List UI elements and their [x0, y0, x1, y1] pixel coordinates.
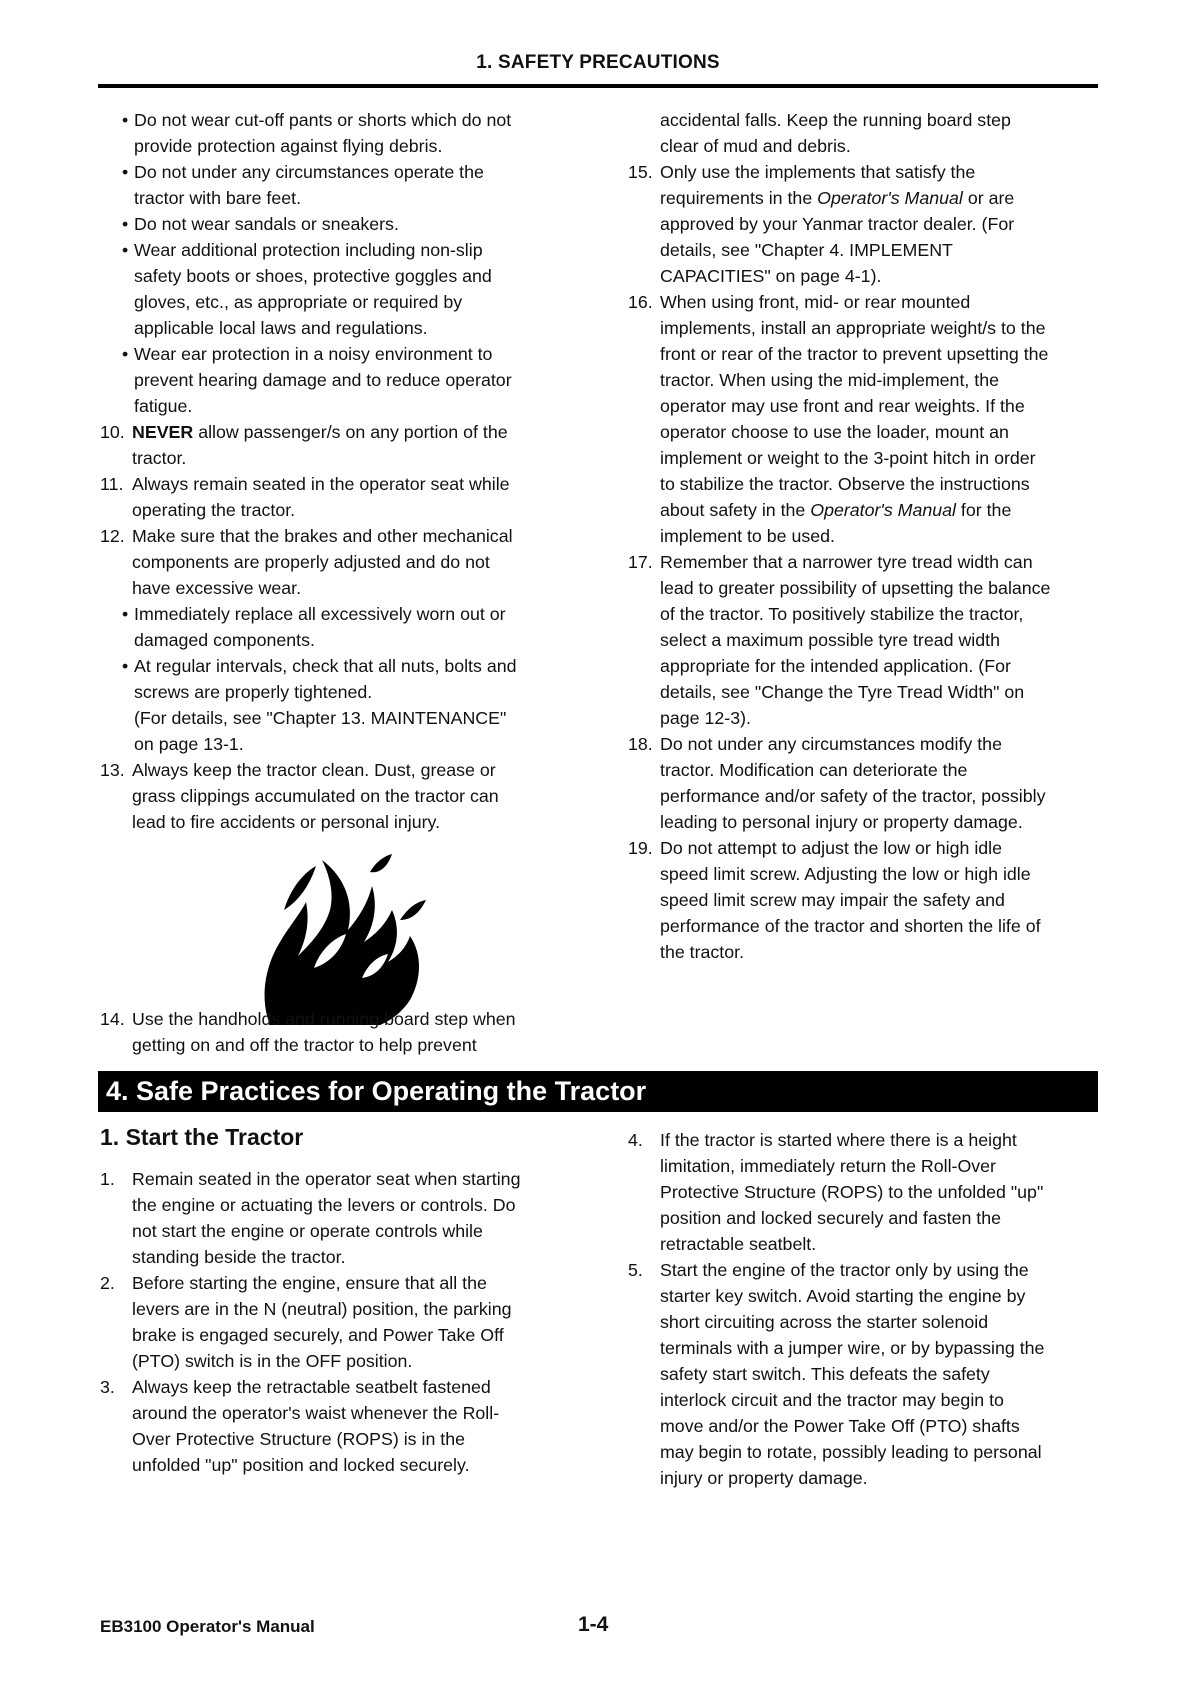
text-line: speed limit screw may impair the safety and: [660, 890, 1005, 910]
text-line: performance and/or safety of the tractor, possibly: [660, 786, 1046, 806]
bullet-item: [100, 159, 580, 211]
item-text: tractor.: [132, 448, 187, 468]
start-steps-left: [100, 1166, 580, 1478]
text-line: Do not wear cut-off pants or shorts which do not: [134, 110, 512, 130]
text-line: clear of mud and debris.: [660, 136, 851, 156]
item-text: allow passenger/s on any portion of the: [193, 422, 508, 442]
bullet-list-maintenance: [100, 601, 580, 705]
text-line: Do not under any circumstances operate the: [134, 162, 484, 182]
item-number: 13.: [100, 760, 125, 780]
bullet-icon: •: [122, 604, 129, 624]
item-text: [100, 1006, 580, 1058]
text-line: Before starting the engine, ensure that all the: [132, 1273, 487, 1293]
text-line: Do not attempt to adjust the low or high idle: [660, 838, 1002, 858]
item-number: 19.: [628, 838, 653, 858]
text-line: leading to personal injury or property damage.: [660, 812, 1023, 832]
text-line: prevent hearing damage and to reduce operator: [134, 370, 512, 390]
text-line: Remain seated in the operator seat when starting: [132, 1169, 521, 1189]
text-line: unfolded "up" position and locked securely.: [132, 1455, 470, 1475]
text-line: of the tractor. To positively stabilize the tractor,: [660, 604, 1024, 624]
item-text: [100, 1166, 580, 1270]
item-text: [100, 471, 580, 523]
item-text: Only use the implements that satisfy the: [660, 162, 976, 182]
item-text: [100, 757, 580, 835]
item-text: [628, 835, 1098, 965]
item-text: approved by your Yanmar tractor dealer. (For: [660, 214, 1015, 234]
item-text: [628, 1127, 1098, 1257]
text-line: (For details, see "Chapter 13. MAINTENANCE": [134, 708, 507, 728]
header-rule: [98, 84, 1098, 88]
start-steps-right: [628, 1127, 1098, 1491]
item-14-continuation: [628, 107, 1098, 159]
bullet-icon: •: [122, 344, 129, 364]
list-item: [100, 1374, 580, 1478]
text-line: Always keep the tractor clean. Dust, grease or: [132, 760, 496, 780]
item-text: implement to be used.: [660, 526, 835, 546]
text-line: When using front, mid- or rear mounted: [660, 292, 971, 312]
text-line: applicable local laws and regulations.: [134, 318, 428, 338]
text-line: grass clippings accumulated on the tractor can: [132, 786, 499, 806]
list-item: [100, 1166, 580, 1270]
manual-reference: Operator's Manual: [817, 188, 963, 208]
item-number: 4.: [628, 1130, 643, 1150]
text-line: not start the engine or operate controls while: [132, 1221, 483, 1241]
text-line: components are properly adjusted and do not: [132, 552, 490, 572]
item-number: 16.: [628, 292, 653, 312]
text-line: front or rear of the tractor to prevent upsetting the: [660, 344, 1049, 364]
left-column-top: [100, 107, 580, 835]
item-number: 12.: [100, 526, 125, 546]
text-line: safety boots or shoes, protective goggles and: [134, 266, 492, 286]
text-line: short circuiting across the starter solenoid: [660, 1312, 989, 1332]
bullet-item: [100, 211, 580, 237]
text-line: Protective Structure (ROPS) to the unfolded "up": [660, 1182, 1044, 1202]
list-item-18: [628, 731, 1098, 835]
text-line: implements, install an appropriate weight/s to the: [660, 318, 1046, 338]
text-line: screws are properly tightened.: [134, 682, 373, 702]
item-text: [100, 1374, 580, 1478]
text-line: tractor. Modification can deteriorate the: [660, 760, 968, 780]
text-line: limitation, immediately return the Roll-Over: [660, 1156, 996, 1176]
bullet-icon: •: [122, 240, 129, 260]
text-line: Make sure that the brakes and other mechanical: [132, 526, 513, 546]
text-line: page 12-3).: [660, 708, 751, 728]
list-item-10: [100, 419, 580, 471]
text-line: getting on and off the tractor to help prevent: [132, 1035, 477, 1055]
text-line: speed limit screw. Adjusting the low or high idle: [660, 864, 1031, 884]
text-line: At regular intervals, check that all nuts, bolts and: [134, 656, 517, 676]
fire-hazard-illustration: [250, 850, 460, 1030]
list-item-15: [628, 159, 1098, 289]
item-number: 11.: [100, 474, 124, 494]
text-line: safety start switch. This defeats the safety: [660, 1364, 990, 1384]
item-text: [100, 523, 580, 601]
text-line: If the tractor is started where there is a height: [660, 1130, 1017, 1150]
item-text: requirements in the: [660, 188, 818, 208]
item-text: details, see "Chapter 4. IMPLEMENT: [660, 240, 953, 260]
bullet-item: [100, 107, 580, 159]
page-header-title: 1. SAFETY PRECAUTIONS: [476, 52, 720, 73]
text-line: may begin to rotate, possibly leading to personal: [660, 1442, 1042, 1462]
text-line: provide protection against flying debris.: [134, 136, 443, 156]
item-text: [628, 1257, 1098, 1491]
bullet-item: [100, 237, 580, 341]
list-item-12: [100, 523, 580, 601]
text-line: starter key switch. Avoid starting the engine by: [660, 1286, 1026, 1306]
item-number: 1.: [100, 1169, 115, 1189]
list-item-16: [628, 289, 1098, 549]
item-text: [100, 1270, 580, 1374]
item-text: for the: [955, 500, 1012, 520]
item-number: 14.: [100, 1009, 125, 1029]
text-line: around the operator's waist whenever the Roll-: [132, 1403, 500, 1423]
footer-manual-name: EB3100 Operator's Manual: [100, 1617, 315, 1636]
text-line: gloves, etc., as appropriate or required by: [134, 292, 463, 312]
text-line: Over Protective Structure (ROPS) is in the: [132, 1429, 466, 1449]
text-line: lead to greater possibility of upsetting the balance: [660, 578, 1051, 598]
text-line: lead to fire accidents or personal injury.: [132, 812, 441, 832]
text-line: have excessive wear.: [132, 578, 302, 598]
bullet-item: [100, 341, 580, 419]
emphasis-never: NEVER: [132, 422, 194, 442]
text-line: Wear ear protection in a noisy environment to: [134, 344, 493, 364]
right-column-top: [628, 107, 1098, 965]
subsection-title: 1. Start the Tractor: [100, 1124, 304, 1150]
list-item-14: [100, 1006, 580, 1058]
text-line: the tractor.: [660, 942, 745, 962]
text-line: brake is engaged securely, and Power Take Off: [132, 1325, 504, 1345]
bullet-list-attire: [100, 107, 580, 419]
text-line: operator may use front and rear weights. If the: [660, 396, 1025, 416]
text-line: implement or weight to the 3-point hitch in order: [660, 448, 1036, 468]
text-line: on page 13-1.: [134, 734, 244, 754]
item-text: about safety in the: [660, 500, 811, 520]
text-line: damaged components.: [134, 630, 315, 650]
text-line: retractable seatbelt.: [660, 1234, 817, 1254]
list-item-13: [100, 757, 580, 835]
list-item: [100, 1270, 580, 1374]
text-line: position and locked securely and fasten the: [660, 1208, 1002, 1228]
bullet-text: [100, 237, 580, 341]
text-line: operator choose to use the loader, mount an: [660, 422, 1009, 442]
item-text-block: [660, 289, 1098, 497]
text-line: interlock circuit and the tractor may begin to: [660, 1390, 1004, 1410]
text-line: Do not wear sandals or sneakers.: [134, 214, 399, 234]
list-item-19: [628, 835, 1098, 965]
item-text: [628, 731, 1098, 835]
text-line: Immediately replace all excessively worn out or: [134, 604, 506, 624]
item-text: [628, 549, 1098, 731]
bullet-icon: •: [122, 656, 129, 676]
text-line: tractor with bare feet.: [134, 188, 302, 208]
bullet-item: [100, 653, 580, 705]
bullet-text: [100, 601, 580, 653]
text-line: move and/or the Power Take Off (PTO) shafts: [660, 1416, 1020, 1436]
maintenance-reference-note: [100, 705, 580, 757]
text-line: select a maximum possible tyre tread width: [660, 630, 1000, 650]
text-line: injury or property damage.: [660, 1468, 868, 1488]
bullet-icon: •: [122, 214, 129, 234]
text-line: levers are in the N (neutral) position, the parking: [132, 1299, 512, 1319]
text-line: Always remain seated in the operator seat while: [132, 474, 510, 494]
item-number: 3.: [100, 1377, 115, 1397]
item-number: 2.: [100, 1273, 115, 1293]
bullet-text: [100, 341, 580, 419]
text-line: Start the engine of the tractor only by using the: [660, 1260, 1029, 1280]
list-item: [628, 1127, 1098, 1257]
text-line: operating the tractor.: [132, 500, 296, 520]
item-text: CAPACITIES" on page 4-1).: [660, 266, 882, 286]
list-item-17: [628, 549, 1098, 731]
item-number: 18.: [628, 734, 653, 754]
text-line: to stabilize the tractor. Observe the instructions: [660, 474, 1030, 494]
text-line: terminals with a jumper wire, or by bypassing the: [660, 1338, 1045, 1358]
text-line: standing beside the tractor.: [132, 1247, 346, 1267]
section-title: 4. Safe Practices for Operating the Tractor: [106, 1076, 647, 1106]
item-number: 10.: [100, 422, 125, 442]
text-line: appropriate for the intended application. (For: [660, 656, 1011, 676]
manual-reference: Operator's Manual: [810, 500, 956, 520]
item-number: 5.: [628, 1260, 643, 1280]
bullet-item: [100, 601, 580, 653]
text-line: tractor. When using the mid-implement, the: [660, 370, 999, 390]
list-item: [628, 1257, 1098, 1491]
bullet-text: [100, 107, 580, 159]
bullet-icon: •: [122, 162, 129, 182]
text-line: Do not under any circumstances modify the: [660, 734, 1002, 754]
text-line: the engine or actuating the levers or controls. Do: [132, 1195, 516, 1215]
list-item-11: [100, 471, 580, 523]
bullet-text: [100, 159, 580, 211]
text-line: Always keep the retractable seatbelt fastened: [132, 1377, 491, 1397]
item-number: 17.: [628, 552, 653, 572]
bullet-text: [100, 211, 580, 237]
text-line: Wear additional protection including non-slip: [134, 240, 483, 260]
text-line: Use the handholds and running board step when: [132, 1009, 516, 1029]
text-line: accidental falls. Keep the running board step: [660, 110, 1011, 130]
text-line: performance of the tractor and shorten the life of: [660, 916, 1041, 936]
left-column-item14: [100, 1006, 580, 1058]
text-line: (PTO) switch is in the OFF position.: [132, 1351, 413, 1371]
footer-page-number: 1-4: [578, 1613, 609, 1636]
bullet-text: [100, 653, 580, 705]
text-line: Remember that a narrower tyre tread width can: [660, 552, 1033, 572]
item-text: or are: [962, 188, 1015, 208]
text-line: details, see "Change the Tyre Tread Width" on: [660, 682, 1025, 702]
bullet-icon: •: [122, 110, 129, 130]
text-line: fatigue.: [134, 396, 193, 416]
section-heading-bar: [98, 1071, 1098, 1112]
item-number: 15.: [628, 162, 653, 182]
